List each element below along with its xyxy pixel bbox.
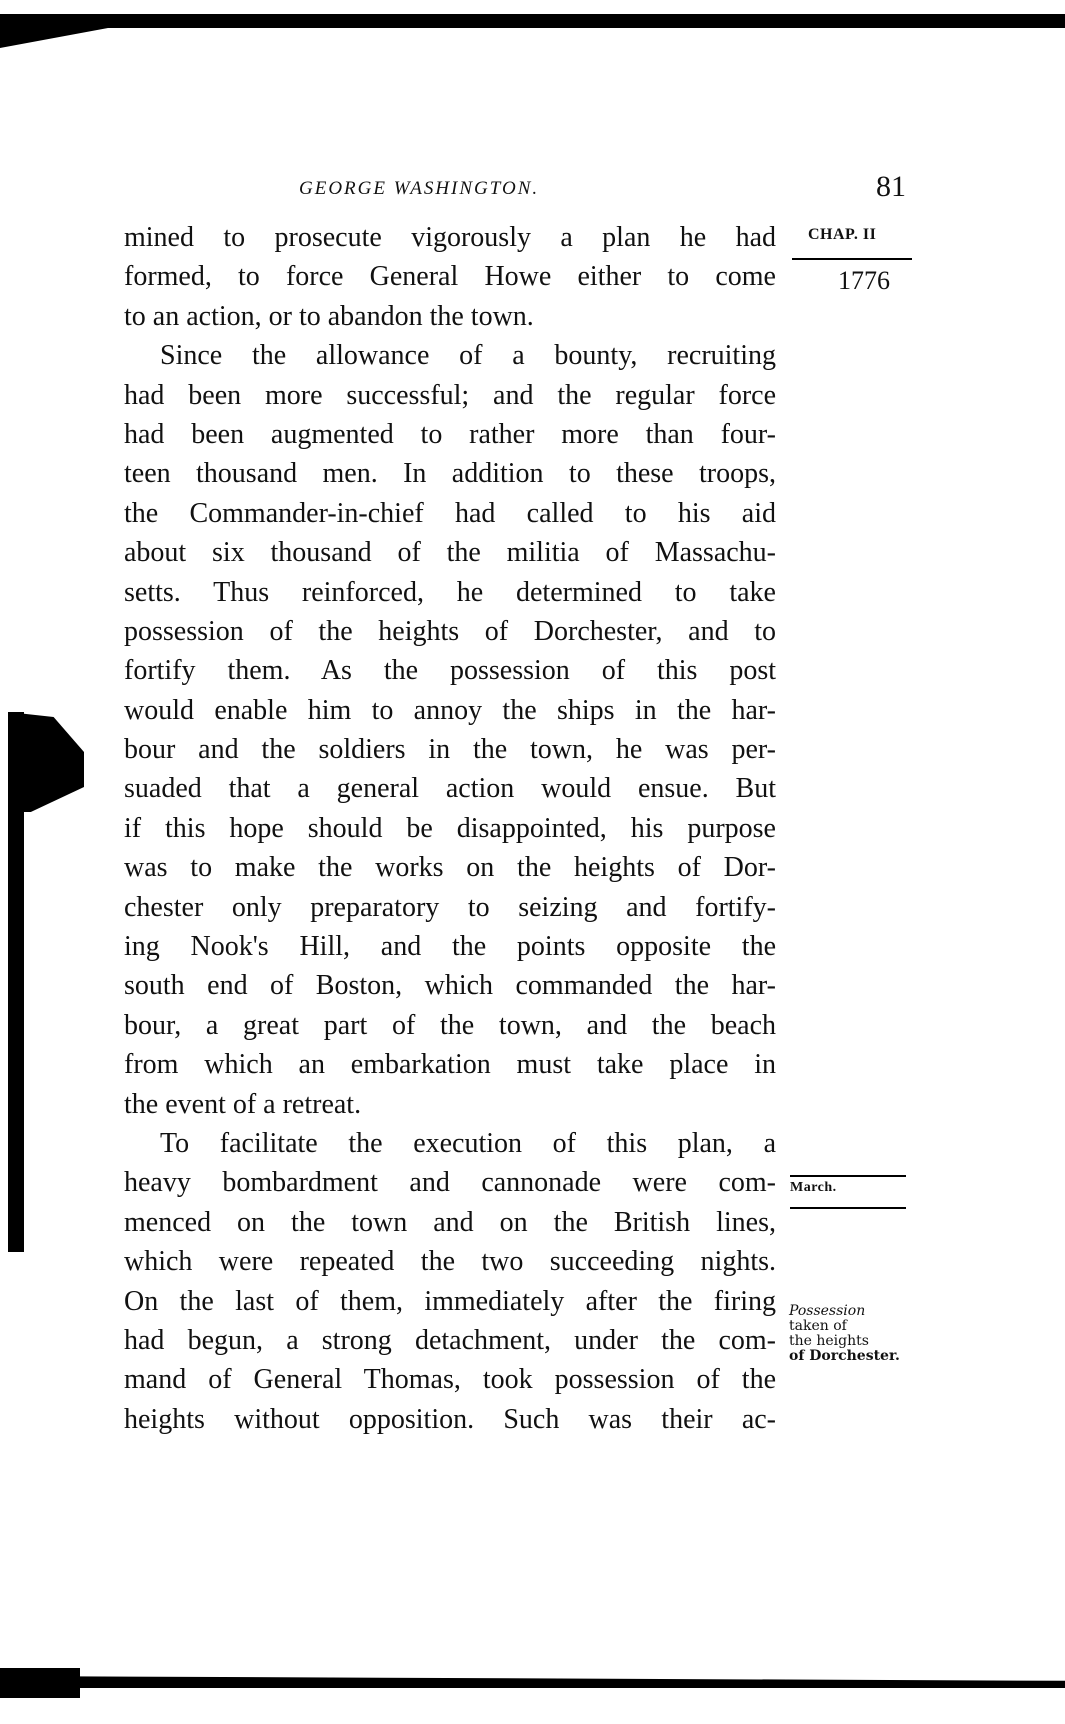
text-line: would enable him to annoy the ships in the har- <box>124 694 776 726</box>
text-line: On the last of them, immediately after the firing <box>124 1285 776 1317</box>
side-note-line: taken of <box>789 1318 847 1334</box>
text-line: the Commander-in-chief had called to his aid <box>124 497 776 529</box>
text-line: suaded that a general action would ensue. But <box>124 773 776 805</box>
text-line: which were repeated the two succeeding nights. <box>124 1246 776 1278</box>
month-label: March. <box>790 1180 837 1195</box>
text-line: setts. Thus reinforced, he determined to take <box>124 576 776 608</box>
text-line: to an action, or to abandon the town. <box>124 300 534 332</box>
scan-border-bottom <box>0 1676 1065 1688</box>
march-rule-bottom <box>790 1207 906 1209</box>
text-line: mined to prosecute vigorously a plan he had <box>124 222 776 253</box>
text-line: Since the allowance of a bounty, recruiting <box>160 340 776 372</box>
text-line: was to make the works on the heights of Dor- <box>124 852 776 884</box>
text-line: about six thousand of the militia of Massachu- <box>124 537 776 569</box>
page-number: 81 <box>876 170 906 203</box>
scan-border-top-corner <box>0 14 110 48</box>
text-line: bour and the soldiers in the town, he was per- <box>124 734 776 766</box>
scan-border-bottom-corner <box>0 1668 80 1698</box>
text-line: had been more successful; and the regular force <box>124 379 776 411</box>
scan-border-left-tab <box>8 712 84 812</box>
side-note-line: Possession <box>789 1303 866 1319</box>
march-rule-top <box>790 1175 906 1177</box>
text-line: ing Nook's Hill, and the points opposite the <box>124 931 776 963</box>
body-text <box>124 218 776 1439</box>
chapter-rule <box>792 258 912 260</box>
text-line: from which an embarkation must take place in <box>124 1049 776 1081</box>
running-title: GEORGE WASHINGTON. <box>299 178 540 199</box>
side-note-line: the heights <box>789 1333 869 1349</box>
text-line: heavy bombardment and cannonade were com- <box>124 1167 776 1199</box>
side-note <box>789 1304 900 1364</box>
text-line: mand of General Thomas, took possession of the <box>124 1364 776 1396</box>
text-line: bour, a great part of the town, and the beach <box>124 1009 776 1041</box>
year-label: 1776 <box>838 266 890 295</box>
chapter-label: CHAP. II <box>808 226 877 243</box>
text-line: formed, to force General Howe either to come <box>124 261 776 293</box>
text-line: south end of Boston, which commanded the har- <box>124 970 776 1002</box>
text-line: possession of the heights of Dorchester, and to <box>124 615 776 647</box>
text-line: To facilitate the execution of this plan, a <box>160 1127 776 1159</box>
text-line: had begun, a strong detachment, under the com- <box>124 1324 776 1356</box>
text-line: fortify them. As the possession of this post <box>124 655 776 687</box>
text-line: teen thousand men. In addition to these troops, <box>124 458 776 490</box>
text-line: had been augmented to rather more than four- <box>124 418 776 450</box>
text-line: if this hope should be disappointed, his purpose <box>124 812 776 844</box>
text-line: chester only preparatory to seizing and fortify- <box>124 891 776 923</box>
side-note-line: of Dorchester. <box>789 1348 900 1364</box>
scan-border-top <box>0 14 1065 28</box>
text-line: menced on the town and on the British lines, <box>124 1206 776 1238</box>
text-line: the event of a retreat. <box>124 1088 362 1120</box>
text-line: heights without opposition. Such was their ac- <box>124 1403 776 1435</box>
